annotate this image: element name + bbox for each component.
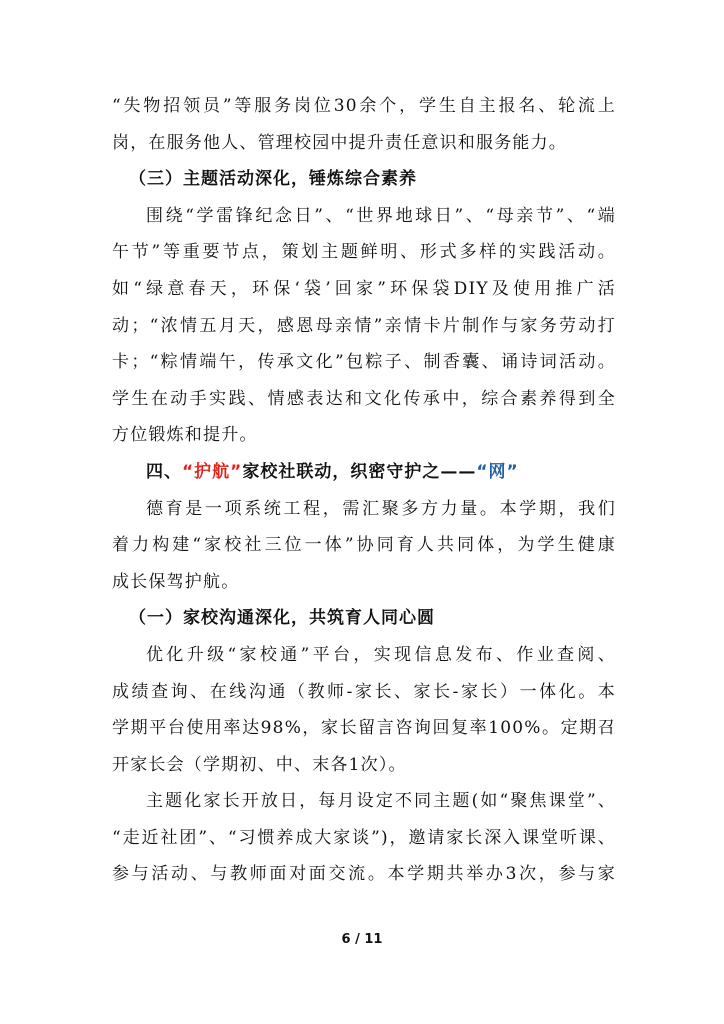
text-line: 学生在动手实践、情感表达和文化传承中，综合素养得到全 (112, 388, 616, 409)
text-line: 方位锻炼和提升。 (112, 425, 258, 446)
text-line: 成长保驾护航。 (112, 571, 240, 592)
section-heading-prefix: 四、 (146, 461, 182, 482)
text-line: 围绕“学雷锋纪念日”、“世界地球日”、“母亲节”、“端 (146, 205, 616, 226)
text-line: 主题化家长开放日，每月设定不同主题(如“聚焦课堂”、 (146, 791, 616, 812)
text-line: 优化升级“家校通”平台，实现信息发布、作业查阅、 (146, 644, 616, 665)
text-line: 学期平台使用率达98%，家长留言咨询回复率100%。定期召 (112, 718, 616, 739)
text-line: 成绩查询、在线沟通（教师-家长、家长-家长）一体化。本 (112, 681, 616, 702)
text-line: 午节”等重要节点，策划主题鲜明、形式多样的实践活动。 (112, 242, 616, 263)
text-line: 如“绿意春天，环保‘袋’回家”环保袋DIY及使用推广活 (112, 278, 616, 299)
text-line: 岗，在服务他人、管理校园中提升责任意识和服务能力。 (112, 132, 567, 153)
page-content (112, 88, 616, 893)
text-line: 动；“浓情五月天，感恩母亲情”亲情卡片制作与家务劳动打 (112, 315, 616, 336)
text-line: “走近社团”、“习惯养成大家谈”)，邀请家长深入课堂听课、 (112, 827, 616, 848)
subsection-heading-1: （一）家校沟通深化，共筑育人同心圆 (129, 608, 435, 629)
text-line: 开家长会（学期初、中、末各1次）。 (112, 754, 407, 775)
text-line: 着力构建“家校社三位一体”协同育人共同体，为学生健康 (112, 535, 616, 556)
section-heading-middle: 家校社联动，织密守护之—— (242, 461, 477, 482)
text-line: 卡；“粽情端午，传承文化”包粽子、制香囊、诵诗词活动。 (112, 352, 616, 373)
page-number: 6 / 11 (341, 932, 383, 947)
text-line: 德育是一项系统工程，需汇聚多方力量。本学期，我们 (146, 498, 616, 519)
section-heading-blue-text: “网” (476, 461, 519, 482)
section-heading-4 (112, 454, 616, 491)
subsection-heading-3: （三）主题活动深化，锤炼综合素养 (129, 169, 417, 190)
text-line: 参与活动、与教师面对面交流。本学期共举办3次，参与家 (112, 864, 616, 885)
section-heading-red-text: “护航” (182, 461, 243, 482)
text-line: “失物招领员”等服务岗位30余个，学生自主报名、轮流上 (112, 96, 616, 116)
